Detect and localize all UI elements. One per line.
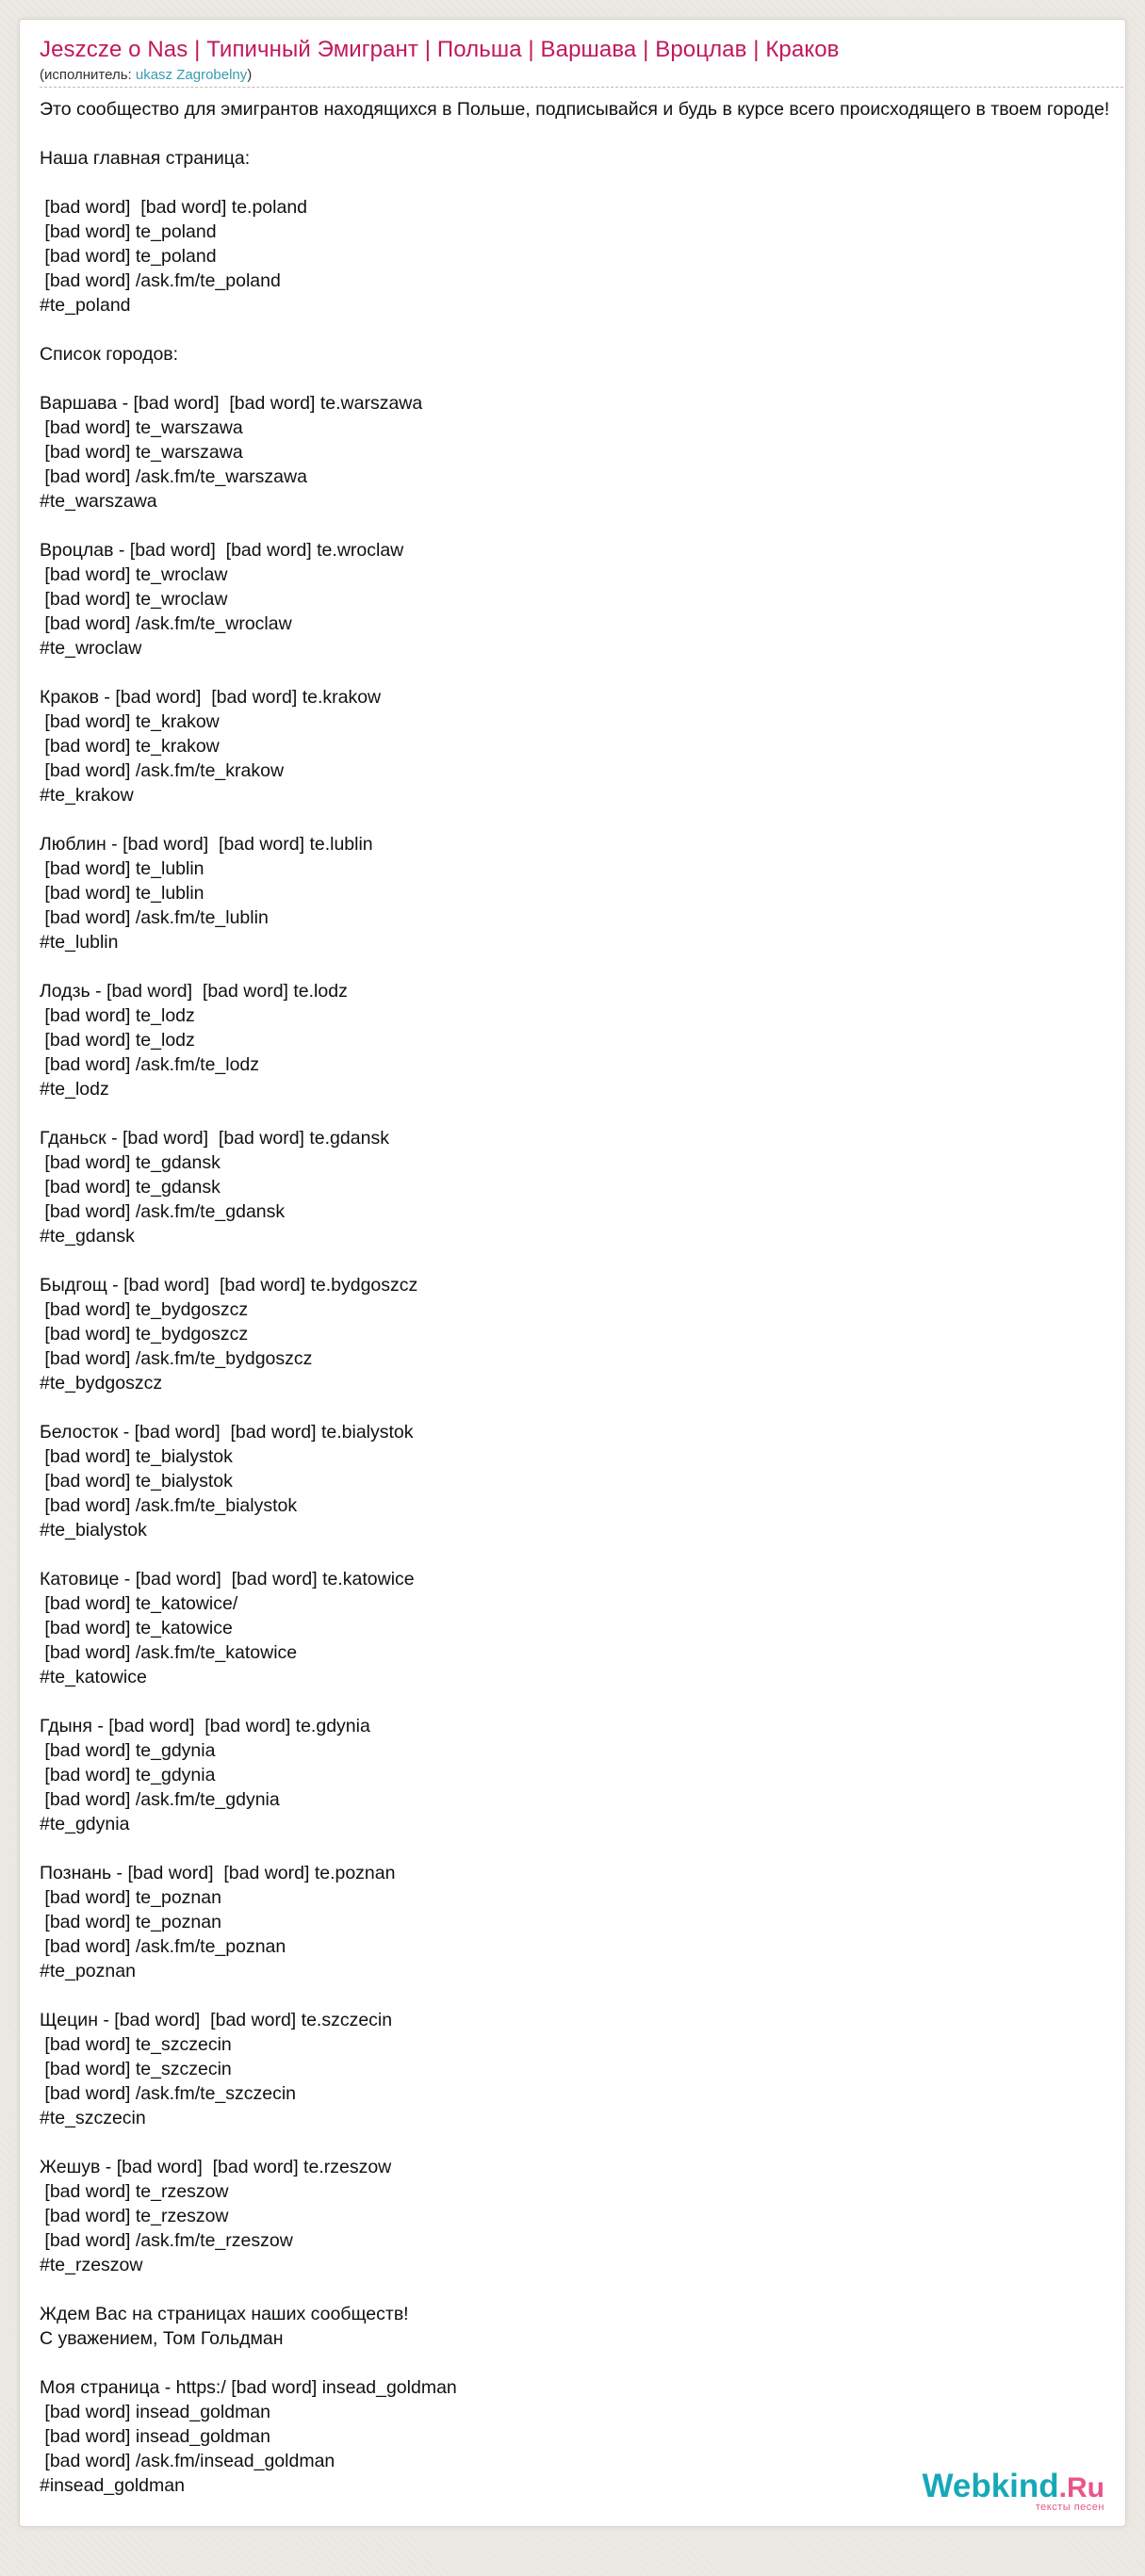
page-title: Jeszcze o Nas | Типичный Эмигрант | Польша | Варшава | Вроцлав | Краков — [40, 37, 840, 62]
lyrics-card — [19, 19, 1126, 2527]
logo-brand-main: Webkind — [922, 2468, 1059, 2504]
webkind-logo[interactable] — [922, 2470, 1104, 2513]
title-divider — [40, 87, 1123, 88]
logo-tagline: тексты песен — [1035, 2502, 1104, 2513]
logo-wordmark — [922, 2470, 1104, 2505]
lyrics-text: Это сообщество для эмигрантов находящихся в Польше, подписывайся и будь в курсе всего происходящего в твоем городе! Наша главная страница: [bad word] [bad word] te.poland [bad word] te_poland [bad word] te_poland [bad word] /ask.fm/te_poland #te_poland Список городов: Варшава - [bad word] [bad word] te.warszawa [bad word] te_warszawa [bad word] te_warszawa [bad word] /ask.fm/te_warszawa #te_warszawa Вроцлав - [bad word] [bad word] te.wroclaw [bad word] te_wroclaw [bad word] te_wroclaw [bad word] /ask.fm/te_wroclaw #te_wroclaw Краков - [bad word] [bad word] te.krakow [bad word] te_krakow [bad word] te_krakow [bad word] /ask.fm/te_krakow #te_krakow Люблин - [bad word] [bad word] te.lublin [bad word] te_lublin [bad word] te_lublin [bad word] /ask.fm/te_lublin #te_lublin Лодзь - [bad word] [bad word] te.lodz [bad word] te_lodz [bad word] te_lodz [bad word] /ask.fm/te_lodz #te_lodz Гданьск - [bad word] [bad word] te.gdansk [bad word] te_gdansk [bad word] te_gdansk [bad word] /ask.fm/te_gdansk #te_gdansk Быдгощ - [bad word] [bad word] te.bydgoszcz [bad word] te_bydgoszcz [bad word] te_bydgoszcz [bad word] /ask.fm/te_bydgoszcz #te_bydgoszcz Белосток - [bad word] [bad word] te.bialystok [bad word] te_bialystok [bad word] te_bialystok [bad word] /ask.fm/te_bialystok #te_bialystok Катовице - [bad word] [bad word] te.katowice [bad word] te_katowice/ [bad word] te_katowice [bad word] /ask.fm/te_katowice #te_katowice Гдыня - [bad word] [bad word] te.gdynia [bad word] te_gdynia [bad word] te_gdynia [bad word] /ask.fm/te_gdynia #te_gdynia Познань - [bad word] [bad word] te.poznan [bad word] te_poznan [bad word] te_poznan [bad word] /ask.fm/te_poznan #te_poznan Щецин - [bad word] [bad word] te.szczecin [bad word] te_szczecin [bad word] te_szczecin [bad word] /ask.fm/te_szczecin #te_szczecin Жешув - [bad word] [bad word] te.rzeszow [bad word] te_rzeszow [bad word] te_rzeszow [bad word] /ask.fm/te_rzeszow #te_rzeszow Ждем Вас на страницах наших сообществ! С уважением, Том Гольдман Моя страница - https:/ [bad word] insead_goldman [bad word] insead_goldman [bad word] insead_goldman [bad word] /ask.fm/insead_goldman #insead_goldman — [40, 99, 1110, 2496]
performer-suffix: ) — [247, 67, 253, 83]
performer-prefix: (исполнитель: — [40, 67, 136, 83]
logo-brand-suffix: .Ru — [1058, 2472, 1104, 2503]
performer-line — [40, 67, 252, 83]
performer-link[interactable]: ukasz Zagrobelny — [135, 67, 248, 83]
